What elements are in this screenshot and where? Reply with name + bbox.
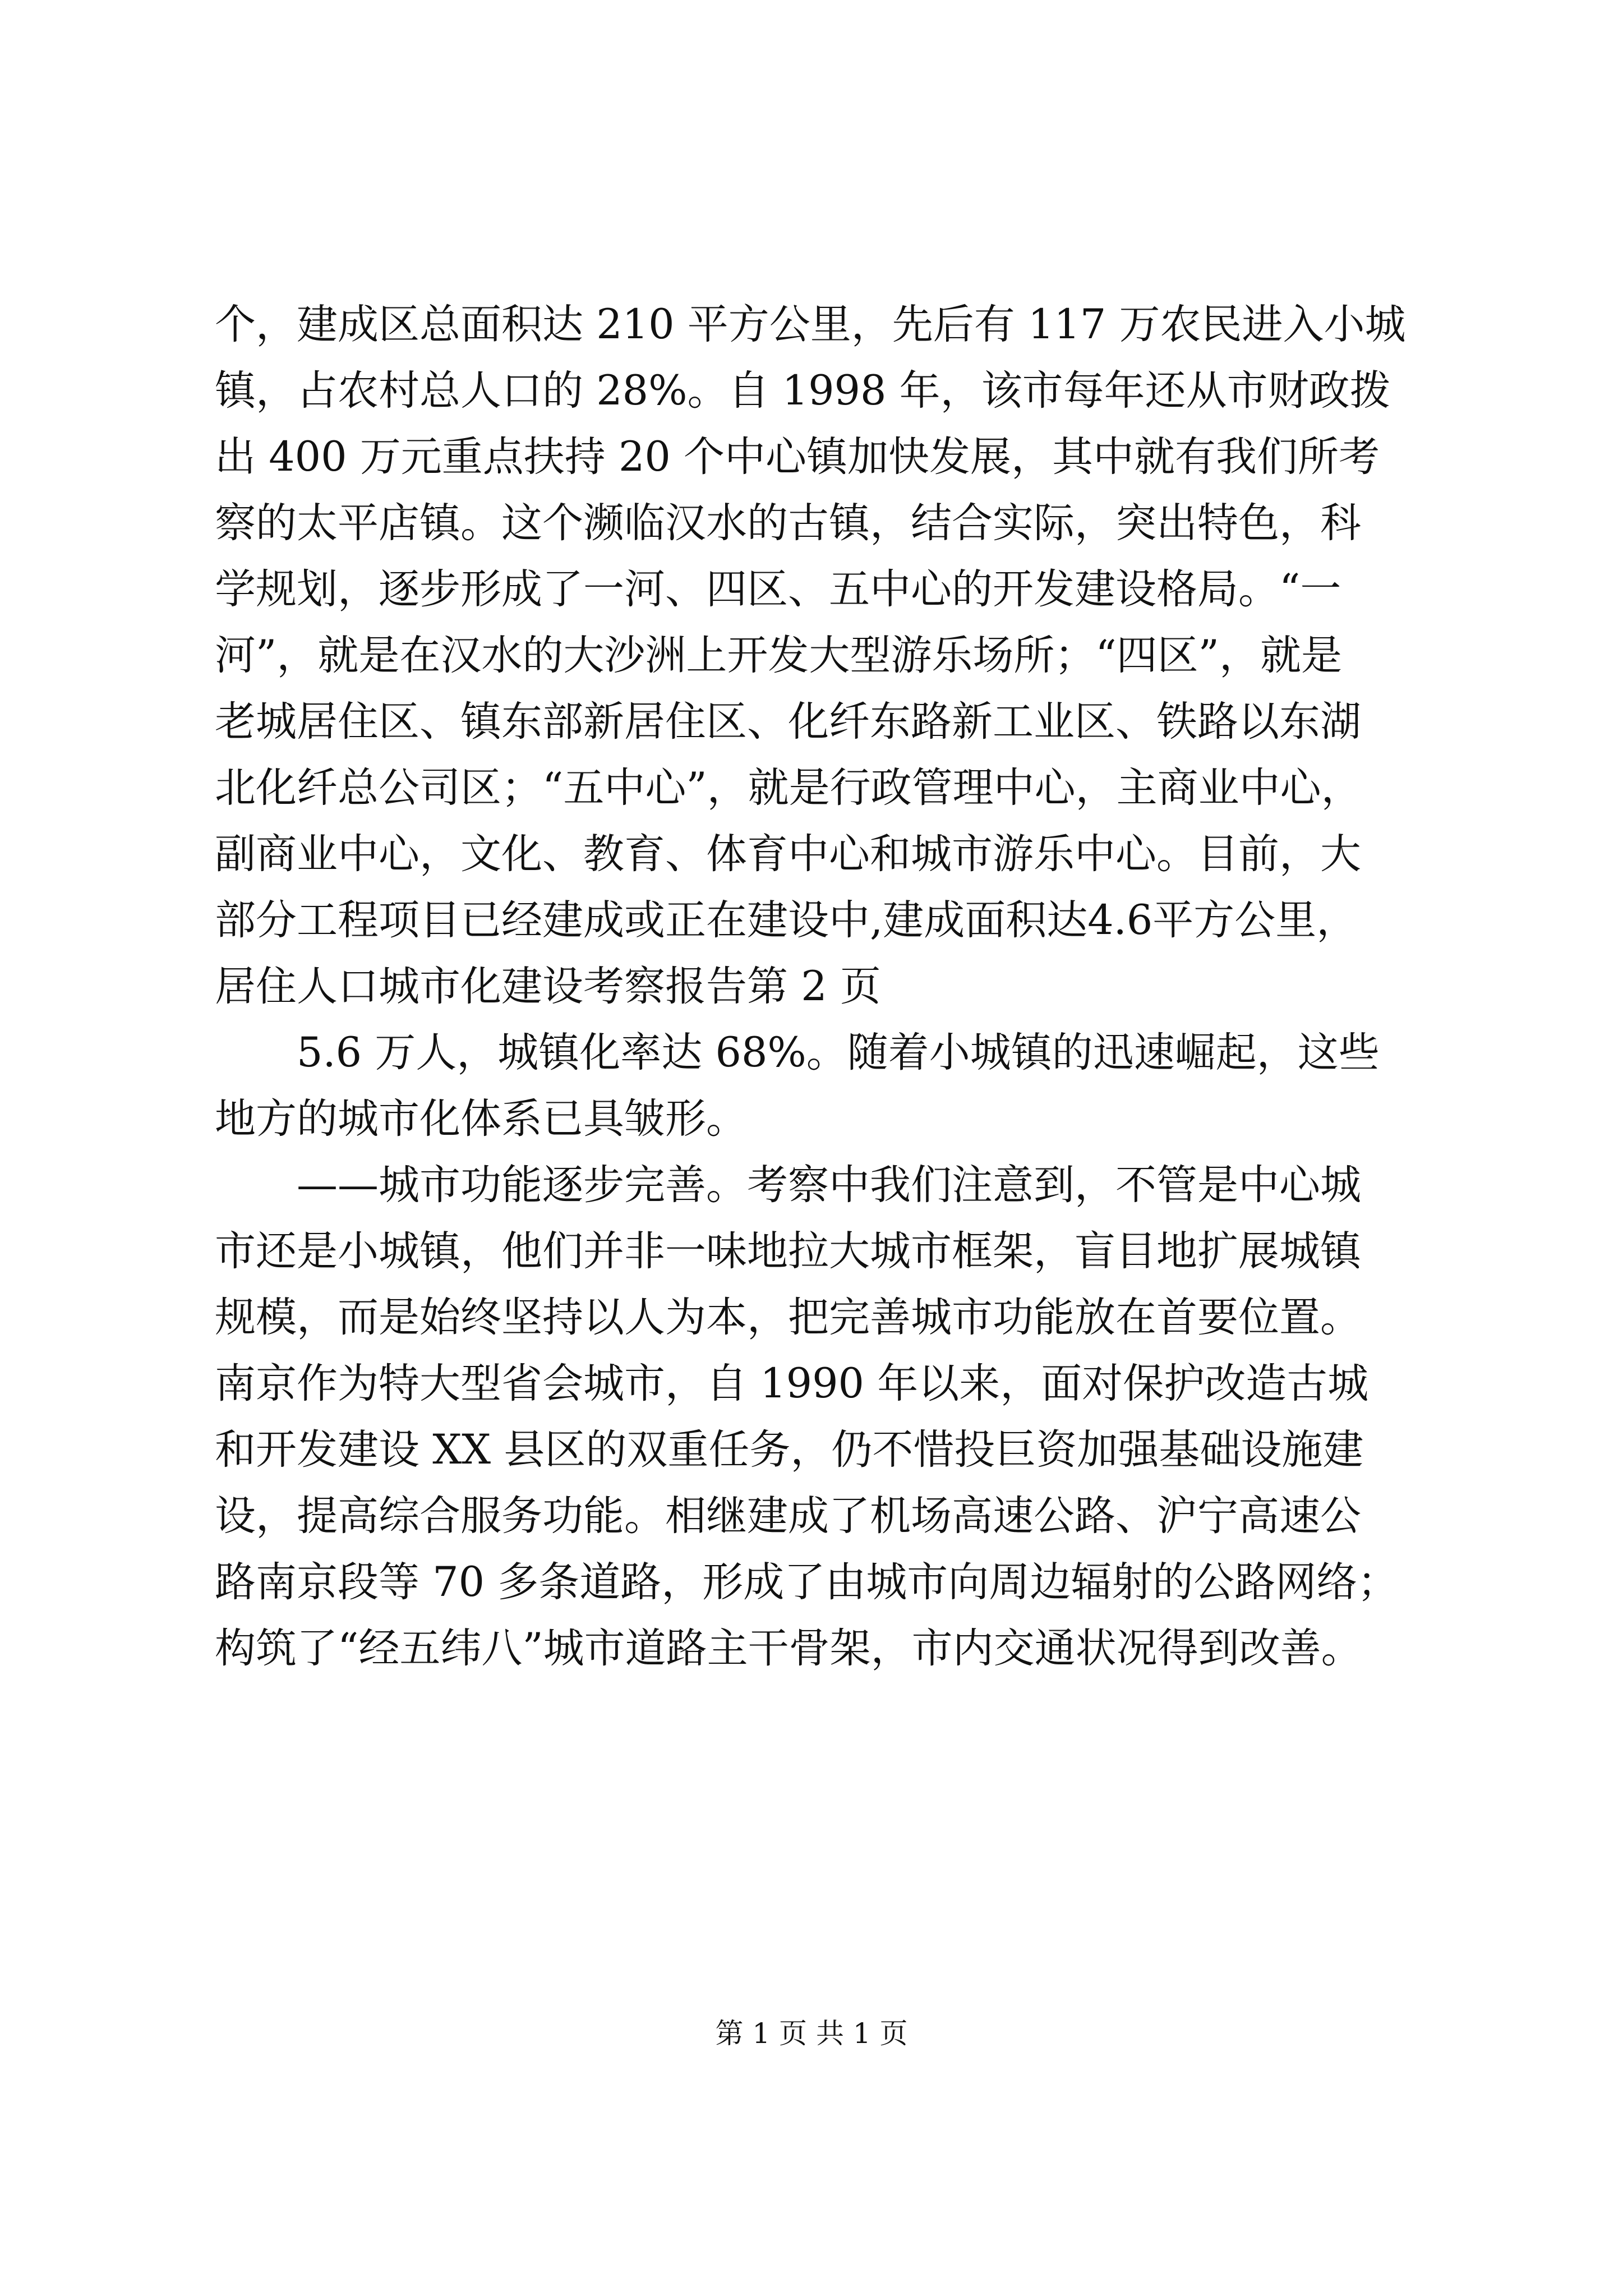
- text-line: 北化纤总公司区；“五中心”，就是行政管理中心，主商业中心，: [215, 764, 1362, 812]
- page-footer: 第 1 页 共 1 页: [715, 2017, 908, 2050]
- text-line: 老城居住区、镇东部新居住区、化纤东路新工业区、铁路以东湖: [215, 698, 1361, 746]
- text-line: 居住人口城市化建设考察报告第 2 页: [215, 963, 881, 1010]
- text-line: 设，提高综合服务功能。相继建成了机场高速公路、沪宁高速公: [215, 1492, 1361, 1540]
- text-line: 和开发建设 XX 县区的双重任务，仍不惜投巨资加强基础设施建: [215, 1426, 1364, 1474]
- text-line: 构筑了“经五纬八”城市道路主干骨架，市内交通状况得到改善。: [215, 1625, 1362, 1672]
- text-line: ——城市功能逐步完善。考察中我们注意到，不管是中心城: [297, 1161, 1361, 1209]
- text-line: 部分工程项目已经建成或正在建设中,建成面积达4.6平方公里，: [215, 896, 1358, 944]
- text-line: 南京作为特大型省会城市，自 1990 年以来，面对保护改造古城: [215, 1360, 1369, 1407]
- text-line: 镇，占农村总人口的 28%。自 1998 年，该市每年还从市财政拨: [215, 367, 1391, 415]
- text-line: 副商业中心，文化、教育、体育中心和城市游乐中心。目前，大: [215, 830, 1361, 878]
- text-line: 学规划，逐步形成了一河、四区、五中心的开发建设格局。“一: [215, 565, 1341, 613]
- text-line: 规模，而是始终坚持以人为本，把完善城市功能放在首要位置。: [215, 1294, 1361, 1341]
- text-line: 察的太平店镇。这个濒临汉水的古镇，结合实际，突出特色，科: [215, 499, 1361, 547]
- text-line: 5.6 万人，城镇化率达 68%。随着小城镇的迅速崛起，这些: [297, 1029, 1380, 1076]
- text-line: 个，建成区总面积达 210 平方公里，先后有 117 万农民进入小城: [215, 301, 1406, 348]
- body-text: [215, 292, 1415, 1682]
- text-line: 出 400 万元重点扶持 20 个中心镇加快发展，其中就有我们所考: [215, 433, 1380, 481]
- text-line: 路南京段等 70 多条道路，形成了由城市向周边辐射的公路网络；: [215, 1558, 1399, 1606]
- text-line: 河”，就是在汉水的大沙洲上开发大型游乐场所；“四区”，就是: [215, 632, 1342, 679]
- text-line: 市还是小城镇，他们并非一味地拉大城市框架，盲目地扩展城镇: [215, 1227, 1361, 1275]
- text-line: 地方的城市化体系已具皱形。: [215, 1095, 747, 1143]
